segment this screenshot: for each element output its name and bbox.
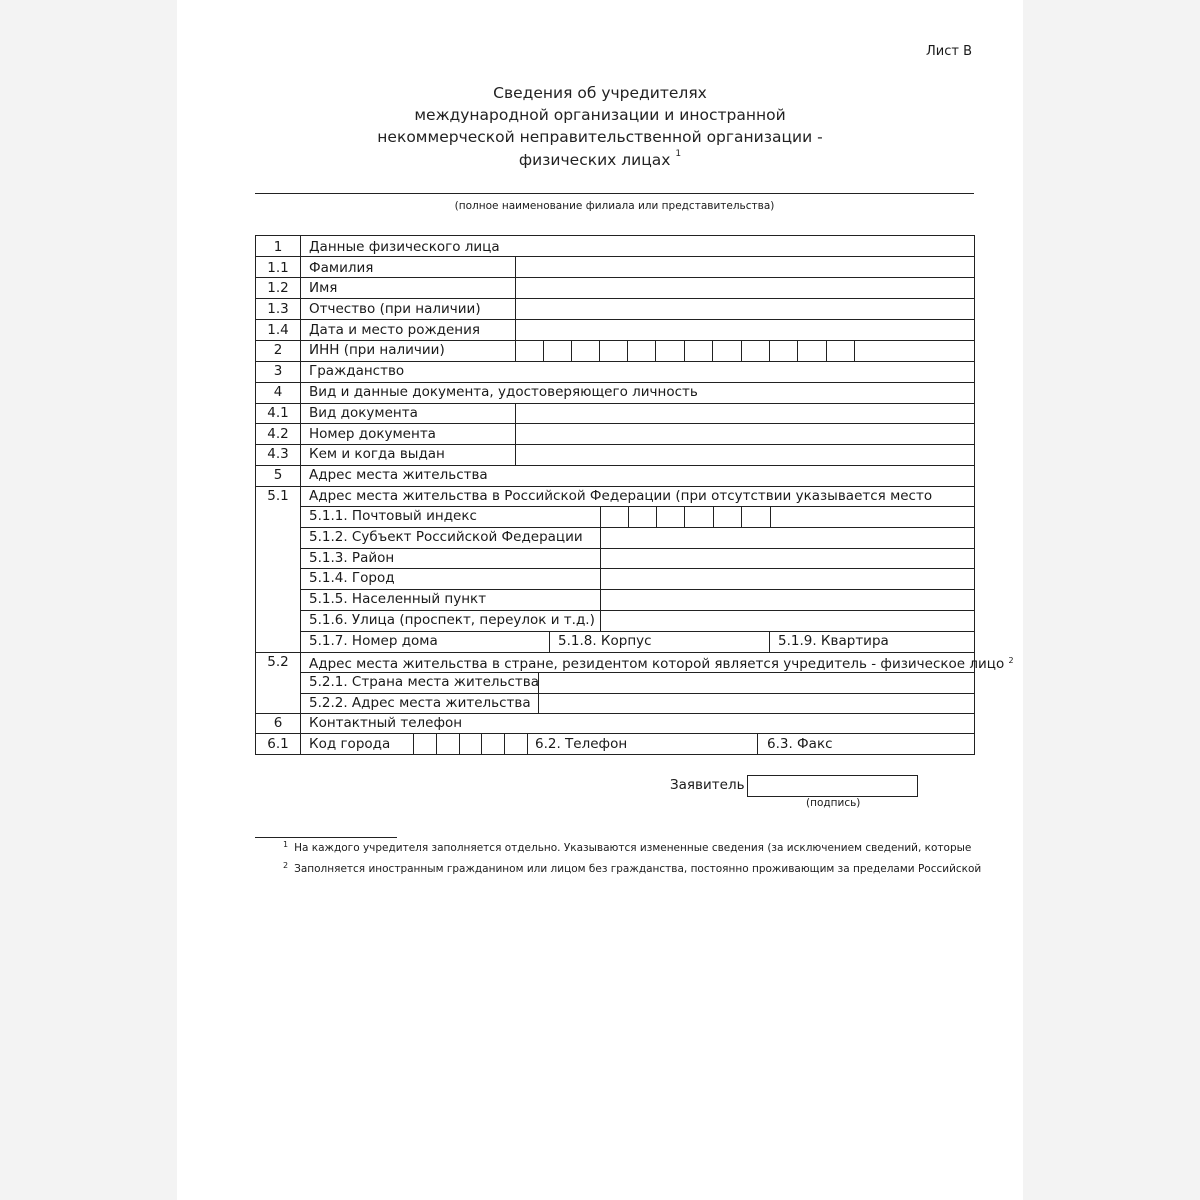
row-num-1: 1 xyxy=(273,239,283,255)
grid-hline xyxy=(300,568,975,569)
grid-vline-num xyxy=(300,235,301,755)
inn-digit-divider xyxy=(599,340,600,362)
row-label-region: 5.1.2. Субъект Российской Федерации xyxy=(309,529,583,545)
form-title-line-3: некоммерческой неправительственной организации - xyxy=(377,128,823,146)
row-num-4-1: 4.1 xyxy=(267,405,289,421)
inn-digit-divider xyxy=(854,340,855,362)
row-label-id-document: Вид и данные документа, удостоверяющего личность xyxy=(309,384,698,400)
grid-vline-value xyxy=(515,403,516,466)
applicant-label: Заявитель xyxy=(670,777,745,793)
code-digit-divider xyxy=(504,733,505,755)
row-label-district: 5.1.3. Район xyxy=(309,550,395,566)
grid-hline xyxy=(255,235,975,236)
footnote-1-text: На каждого учредителя заполняется отдельно. Указываются измененные сведения (за исключением сведений, которые xyxy=(294,842,972,854)
footnote-mark-2: 2 xyxy=(1008,656,1014,665)
grid-hline xyxy=(255,754,975,755)
row-label-foreign-address: 5.2.2. Адрес места жительства xyxy=(309,695,531,711)
row-num-4-3: 4.3 xyxy=(267,446,289,462)
row-num-4: 4 xyxy=(273,384,283,400)
postal-digit-divider xyxy=(656,506,657,528)
footnote-2-text: Заполняется иностранным гражданином или лицом без гражданства, постоянно проживающим за пределами Российской xyxy=(294,863,982,875)
row-label-personal-data: Данные физического лица xyxy=(309,239,500,255)
form-title-line-2: международной организации и иностранной xyxy=(414,106,786,124)
code-digit-divider xyxy=(413,733,414,755)
row-num-5-2: 5.2 xyxy=(267,654,289,670)
footnote-2 xyxy=(283,863,981,875)
postal-digit-divider xyxy=(713,506,714,528)
row-num-2: 2 xyxy=(273,342,283,358)
row-label-citizenship: Гражданство xyxy=(309,363,405,379)
grid-hline xyxy=(300,548,975,549)
code-digit-divider xyxy=(436,733,437,755)
inn-digit-divider xyxy=(655,340,656,362)
inn-digit-divider xyxy=(712,340,713,362)
form-title-text: физических лицах xyxy=(518,151,671,169)
row-label-residence-foreign-text: Адрес места жительства в стране, резидентом которой является учредитель - физическое лицо xyxy=(309,656,1005,672)
row-label-birth: Дата и место рождения xyxy=(309,322,480,338)
sheet-label: Лист В xyxy=(926,44,972,59)
signature-caption: (подпись) xyxy=(806,797,861,809)
row-label-city: 5.1.4. Город xyxy=(309,570,395,586)
grid-vline-right xyxy=(974,235,975,755)
postal-digit-divider xyxy=(741,506,742,528)
inn-digit-divider xyxy=(571,340,572,362)
row-label-fax: 6.3. Факс xyxy=(767,736,833,752)
row-label-surname: Фамилия xyxy=(309,260,374,276)
postal-digit-divider xyxy=(684,506,685,528)
row-num-6-1: 6.1 xyxy=(267,736,289,752)
inn-digit-divider xyxy=(769,340,770,362)
footnote-mark-1: 1 xyxy=(675,148,682,159)
grid-vline-fax xyxy=(757,733,758,755)
branch-name-caption: (полное наименование филиала или представительства) xyxy=(454,200,775,212)
grid-vline-house xyxy=(549,631,550,653)
row-label-inn: ИНН (при наличии) xyxy=(309,342,445,358)
postal-digit-divider xyxy=(770,506,771,528)
inn-digit-divider xyxy=(684,340,685,362)
row-label-doc-number: Номер документа xyxy=(309,426,436,442)
row-label-residence: Адрес места жительства xyxy=(309,467,488,483)
row-num-5-1: 5.1 xyxy=(267,488,289,504)
signature-field[interactable] xyxy=(747,775,918,797)
footnote-1 xyxy=(283,842,971,854)
row-label-phone: 6.2. Телефон xyxy=(535,736,628,752)
row-label-settlement: 5.1.5. Населенный пункт xyxy=(309,591,487,607)
row-label-apartment: 5.1.9. Квартира xyxy=(778,633,889,649)
form-title-line-1: Сведения об учредителях xyxy=(493,84,707,102)
row-label-patronymic: Отчество (при наличии) xyxy=(309,301,481,317)
inn-digit-divider xyxy=(627,340,628,362)
row-label-street: 5.1.6. Улица (проспект, переулок и т.д.) xyxy=(309,612,595,628)
grid-hline xyxy=(255,652,975,653)
grid-vline-value xyxy=(600,527,601,632)
row-num-5: 5 xyxy=(273,467,283,483)
row-label-residence-rf: Адрес места жительства в Российской Федерации (при отсутствии указывается место xyxy=(309,488,933,504)
code-digit-divider xyxy=(527,733,528,755)
row-num-1-4: 1.4 xyxy=(267,322,289,338)
row-num-3: 3 xyxy=(273,363,283,379)
grid-vline-value xyxy=(515,256,516,362)
row-label-house: 5.1.7. Номер дома xyxy=(309,633,438,649)
inn-digit-divider xyxy=(826,340,827,362)
branch-name-line[interactable] xyxy=(255,193,974,194)
footnote-2-mark: 2 xyxy=(283,861,289,870)
row-num-4-2: 4.2 xyxy=(267,426,289,442)
row-label-building: 5.1.8. Корпус xyxy=(558,633,652,649)
row-label-doc-type: Вид документа xyxy=(309,405,418,421)
row-num-1-3: 1.3 xyxy=(267,301,289,317)
form-title-line-4 xyxy=(0,148,1200,169)
row-num-1-1: 1.1 xyxy=(267,260,289,276)
row-label-country: 5.2.1. Страна места жительства xyxy=(309,674,540,690)
code-digit-divider xyxy=(459,733,460,755)
footnote-1-mark: 1 xyxy=(283,840,289,849)
grid-vline-apartment xyxy=(769,631,770,653)
code-digit-divider xyxy=(481,733,482,755)
inn-digit-divider xyxy=(797,340,798,362)
row-num-1-2: 1.2 xyxy=(267,280,289,296)
inn-digit-divider xyxy=(543,340,544,362)
row-label-postal-index: 5.1.1. Почтовый индекс xyxy=(309,508,477,524)
postal-digit-divider xyxy=(600,506,601,528)
postal-digit-divider xyxy=(628,506,629,528)
row-label-contact-phone: Контактный телефон xyxy=(309,715,463,731)
row-num-6: 6 xyxy=(273,715,283,731)
row-label-name: Имя xyxy=(309,280,338,296)
footnote-separator xyxy=(255,837,397,838)
row-label-city-code: Код города xyxy=(309,736,391,752)
row-label-issued-by: Кем и когда выдан xyxy=(309,446,445,462)
inn-digit-divider xyxy=(741,340,742,362)
